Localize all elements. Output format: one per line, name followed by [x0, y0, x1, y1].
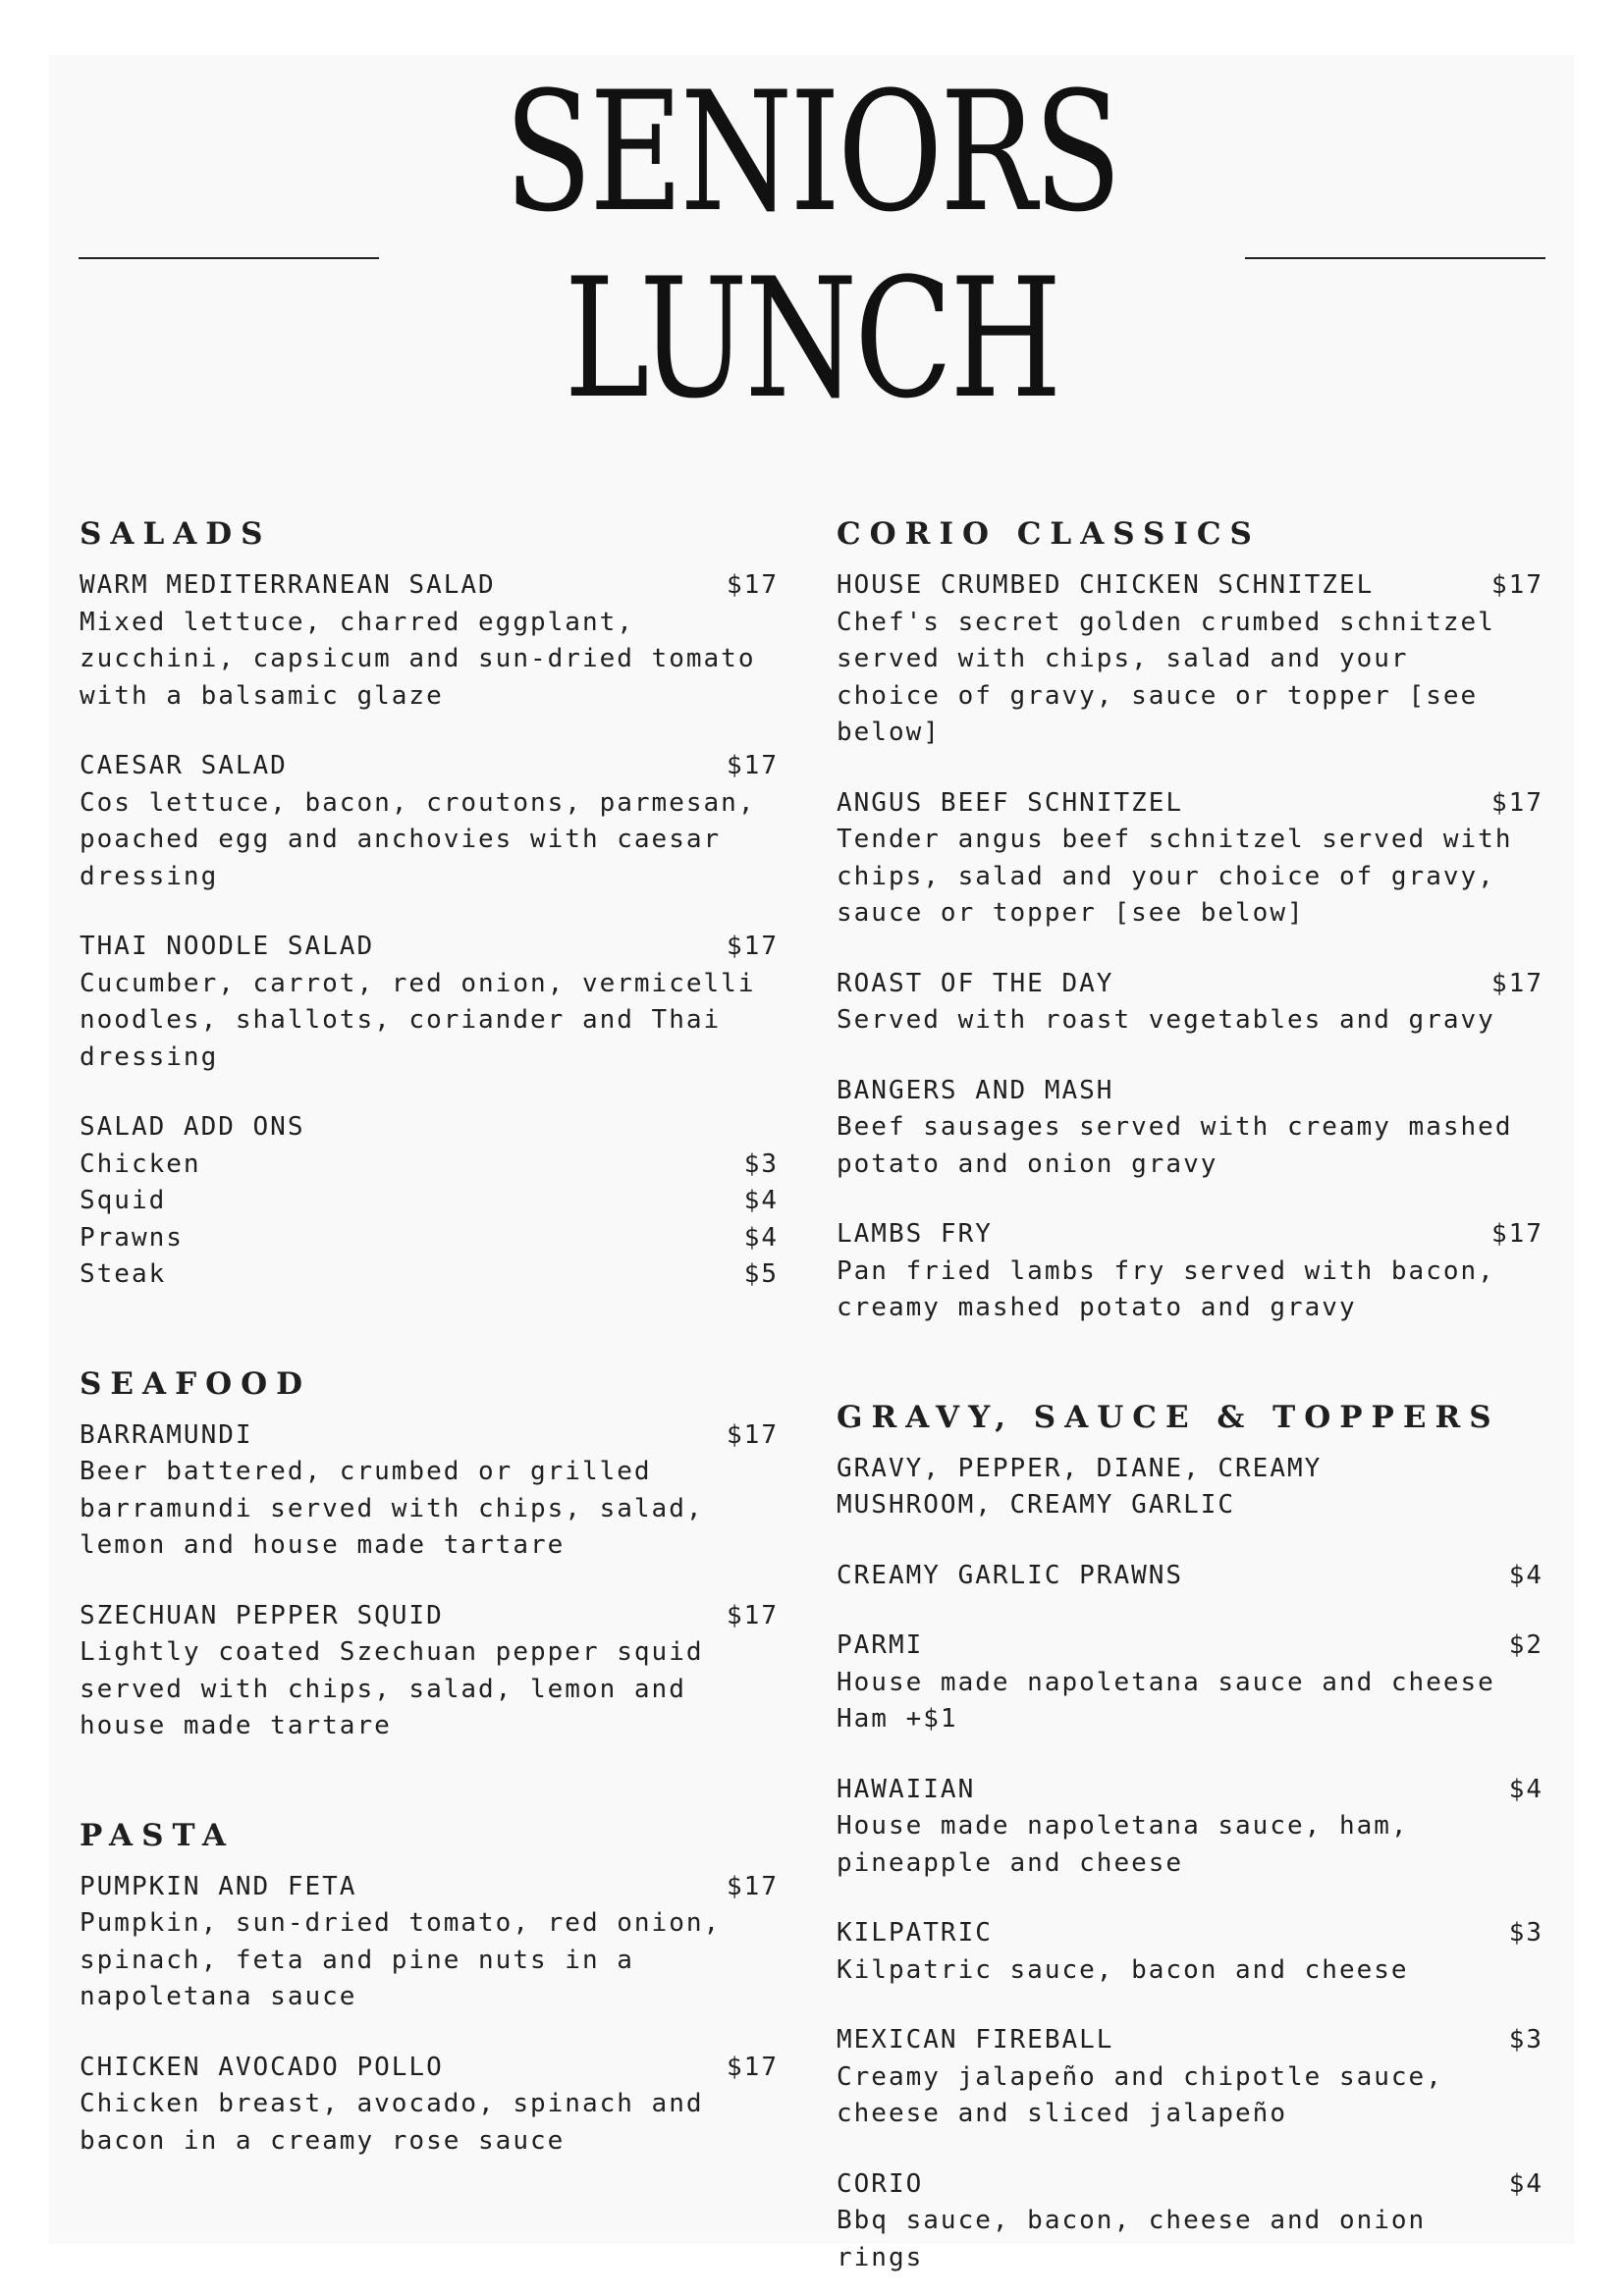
item-name: SZECHUAN PEPPER SQUID [80, 1600, 444, 1630]
item-price: $17 [1491, 1219, 1543, 1249]
menu-item [80, 748, 786, 895]
menu-item [837, 2022, 1543, 2133]
menu-item [837, 1915, 1543, 1989]
item-price: $4 [1508, 1560, 1543, 1590]
menu-item [837, 1772, 1543, 1883]
menu-item [837, 567, 1543, 752]
salad-add-ons [80, 1109, 786, 1294]
item-name: MEXICAN FIREBALL [837, 2025, 1114, 2055]
item-name: GRAVY, PEPPER, DIANE, CREAMY MUSHROOM, CREAMY GARLIC [837, 1453, 1323, 1520]
title-rule-left [79, 257, 379, 259]
addon-price: $3 [743, 1148, 779, 1179]
item-description: Chicken breast, avocado, spinach and bacon in a creamy rose sauce [80, 2089, 704, 2156]
item-price: $17 [727, 1871, 779, 1901]
section-heading-salads: SALADS [80, 516, 272, 552]
addon-name: Chicken [80, 1148, 201, 1179]
item-price: $17 [1491, 968, 1543, 998]
item-name: CAESAR SALAD [80, 751, 288, 780]
item-name: LAMBS FRY [837, 1219, 993, 1249]
addon-name: Squid [80, 1186, 167, 1215]
section-heading-seafood: SEAFOOD [80, 1365, 311, 1402]
menu-item [837, 2166, 1543, 2277]
item-name: BANGERS AND MASH [837, 1075, 1114, 1105]
item-description: Served with roast vegetables and gravy [837, 1005, 1495, 1035]
item-description: Pumpkin, sun-dried tomato, red onion, spinach, feta and pine nuts in a napoletana sauce [80, 1908, 722, 2011]
item-price: $17 [727, 932, 779, 961]
item-description: House made napoletana sauce and cheese Ham +$1 [837, 1667, 1495, 1734]
item-price: $17 [1491, 570, 1543, 600]
item-description: Lightly coated Szechuan pepper squid served with chips, salad, lemon and house made tartare [80, 1637, 704, 1740]
item-description: Creamy jalapeño and chipotle sauce, cheese and sliced jalapeño [837, 2061, 1443, 2128]
item-description: Mixed lettuce, charred eggplant, zucchini, capsicum and sun-dried tomato with a balsamic glaze [80, 607, 756, 711]
addon-price: $4 [743, 1186, 779, 1215]
menu-item [80, 929, 786, 1076]
item-price: $17 [1491, 787, 1543, 818]
title-line-1: SENIORS [504, 56, 1119, 248]
menu-item [837, 1216, 1543, 1327]
item-price: $17 [727, 751, 779, 780]
menu-item [80, 2050, 786, 2161]
item-price: $4 [1508, 2168, 1543, 2199]
addon-row [80, 1183, 786, 1220]
addons-heading: SALAD ADD ONS [80, 1112, 305, 1142]
title-rule-right [1245, 257, 1545, 259]
item-description: Cucumber, carrot, red onion, vermicelli noodles, shallots, coriander and Thai dressing [80, 968, 756, 1072]
item-price: $3 [1508, 1918, 1543, 1948]
menu-item [80, 1417, 786, 1565]
item-price: $3 [1508, 2025, 1543, 2055]
title-line-2: LUNCH [564, 242, 1059, 435]
item-price: $4 [1508, 1774, 1543, 1804]
item-name: CORIO [837, 2168, 924, 2199]
item-name: ANGUS BEEF SCHNITZEL [837, 787, 1184, 818]
menu-item [80, 1869, 786, 2016]
addon-name: Prawns [80, 1222, 184, 1253]
item-name: WARM MEDITERRANEAN SALAD [80, 570, 496, 600]
addon-name: Steak [80, 1259, 167, 1289]
addon-price: $5 [743, 1259, 779, 1289]
menu-item [837, 1558, 1543, 1595]
section-heading-toppers: GRAVY, SAUCE & TOPPERS [837, 1399, 1500, 1435]
item-price: $17 [727, 1419, 779, 1450]
item-name: BARRAMUNDI [80, 1419, 253, 1450]
menu-item [80, 1598, 786, 1745]
item-price: $17 [727, 2052, 779, 2082]
addon-row [80, 1220, 786, 1257]
item-description: Cos lettuce, bacon, croutons, parmesan, poached egg and anchovies with caesar dressing [80, 787, 756, 891]
item-description: Pan fried lambs fry served with bacon, creamy mashed potato and gravy [837, 1255, 1495, 1322]
menu-title [0, 56, 1623, 435]
menu-item [837, 1451, 1543, 1524]
item-description: Bbq sauce, bacon, cheese and onion rings [837, 2206, 1427, 2272]
item-description: Beef sausages served with creamy mashed potato and onion gravy [837, 1112, 1513, 1179]
addon-row [80, 1256, 786, 1294]
item-description: Beer battered, crumbed or grilled barramundi served with chips, salad, lemon and house made tartare [80, 1457, 704, 1560]
item-name: KILPATRIC [837, 1918, 993, 1948]
menu-item [837, 1073, 1543, 1184]
item-name: CHICKEN AVOCADO POLLO [80, 2052, 444, 2082]
item-price: $2 [1508, 1630, 1543, 1660]
addon-row [80, 1147, 786, 1184]
addon-price: $4 [743, 1222, 779, 1253]
item-name: CREAMY GARLIC PRAWNS [837, 1560, 1184, 1590]
menu-item [837, 966, 1543, 1040]
menu-item [837, 1628, 1543, 1738]
item-name: ROAST OF THE DAY [837, 968, 1114, 998]
menu-item [837, 785, 1543, 933]
item-name: HAWAIIAN [837, 1774, 976, 1804]
item-price: $17 [727, 1600, 779, 1630]
item-price: $17 [727, 570, 779, 600]
section-heading-corio-classics: CORIO CLASSICS [837, 516, 1261, 552]
item-description: Chef's secret golden crumbed schnitzel served with chips, salad and your choice of gravy, sauce or topper [see below] [837, 607, 1495, 747]
item-name: PUMPKIN AND FETA [80, 1871, 357, 1901]
left-column [80, 514, 786, 2193]
section-heading-pasta: PASTA [80, 1817, 235, 1853]
item-description: Tender angus beef schnitzel served with chips, salad and your choice of gravy, sauce or topper [see below] [837, 825, 1513, 928]
menu-item [80, 567, 786, 715]
item-description: Kilpatric sauce, bacon and cheese [837, 1954, 1409, 1985]
item-name: HOUSE CRUMBED CHICKEN SCHNITZEL [837, 570, 1375, 600]
item-name: THAI NOODLE SALAD [80, 932, 375, 961]
item-name: PARMI [837, 1630, 924, 1660]
item-description: House made napoletana sauce, ham, pineapple and cheese [837, 1811, 1409, 1878]
right-column [837, 514, 1543, 2296]
